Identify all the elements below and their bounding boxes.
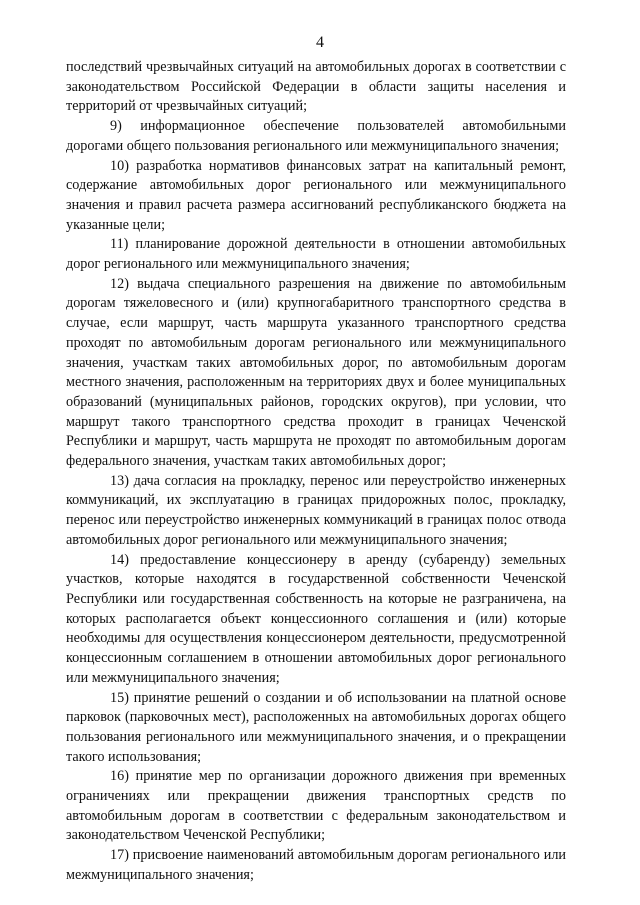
paragraph-item-16: 16) принятие мер по организации дорожного движения при временных ограничениях или прекращении движения транспортных средств по автомобильным дорогам в соответствии с федеральным законодательством и законодательством Чеченской Республики; [66,768,566,844]
paragraph-item-14: 14) предоставление концессионеру в аренду (субаренду) земельных участков, которые находятся в государственной собственности Чеченской Республики или государственная собственность на которые не разграничена, на которых располагается объект концессионного соглашения и (или) которые необходимы для осуществления концессионером деятельности, предусмотренной концессионным соглашением в отношении автомобильных дорог регионального или межмуниципального значения; [66,551,566,686]
document-body [66,58,566,886]
paragraph-continuation: последствий чрезвычайных ситуаций на автомобильных дорогах в соответствии с законодательством Российской Федерации в области защиты населения и территорий от чрезвычайных ситуаций; [66,59,566,115]
paragraph-item-12: 12) выдача специального разрешения на движение по автомобильным дорогам тяжеловесного и (или) крупногабаритного транспортного средства в случае, если маршрут, часть маршрута указанного транспортного средства проходят по автомобильным дорогам регионального или межмуниципального значения, участкам таких автомобильных дорог, по автомобильным дорогам местного значения, расположенным на территориях двух и более муниципальных образований (муниципальных районов, городских округов), при условии, что маршрут такого транспортного средства проходит в границах Чеченской Республики и маршрут, часть маршрута не проходят по автомобильным дорогам федерального значения, участкам таких автомобильных дорог; [66,275,566,470]
paragraph-item-11: 11) планирование дорожной деятельности в отношении автомобильных дорог регионального или межмуниципального значения; [66,236,566,273]
paragraph-item-13: 13) дача согласия на прокладку, перенос или переустройство инженерных коммуникаций, их эксплуатацию в границах придорожных полос, прокладку, перенос или переустройство инженерных коммуникаций в границах полос отвода автомобильных дорог регионального или межмуниципального значения; [66,472,566,548]
paragraph-item-9: 9) информационное обеспечение пользователей автомобильными дорогами общего пользования регионального или межмуниципального значения; [66,118,566,154]
page-number: 4 [316,34,324,51]
paragraph-item-10: 10) разработка нормативов финансовых затрат на капитальный ремонт, содержание автомобильных дорог регионального или межмуниципального значения и правил расчета размера ассигнований республиканского бюджета на указанные цели; [66,157,566,233]
paragraph-item-17: 17) присвоение наименований автомобильным дорогам регионального или межмуниципального значения; [66,847,566,883]
paragraph-item-15: 15) принятие решений о создании и об использовании на платной основе парковок (парковочных мест), расположенных на автомобильных дорогах общего пользования регионального или межмуниципального значения, и о прекращении такого использования; [66,689,566,765]
